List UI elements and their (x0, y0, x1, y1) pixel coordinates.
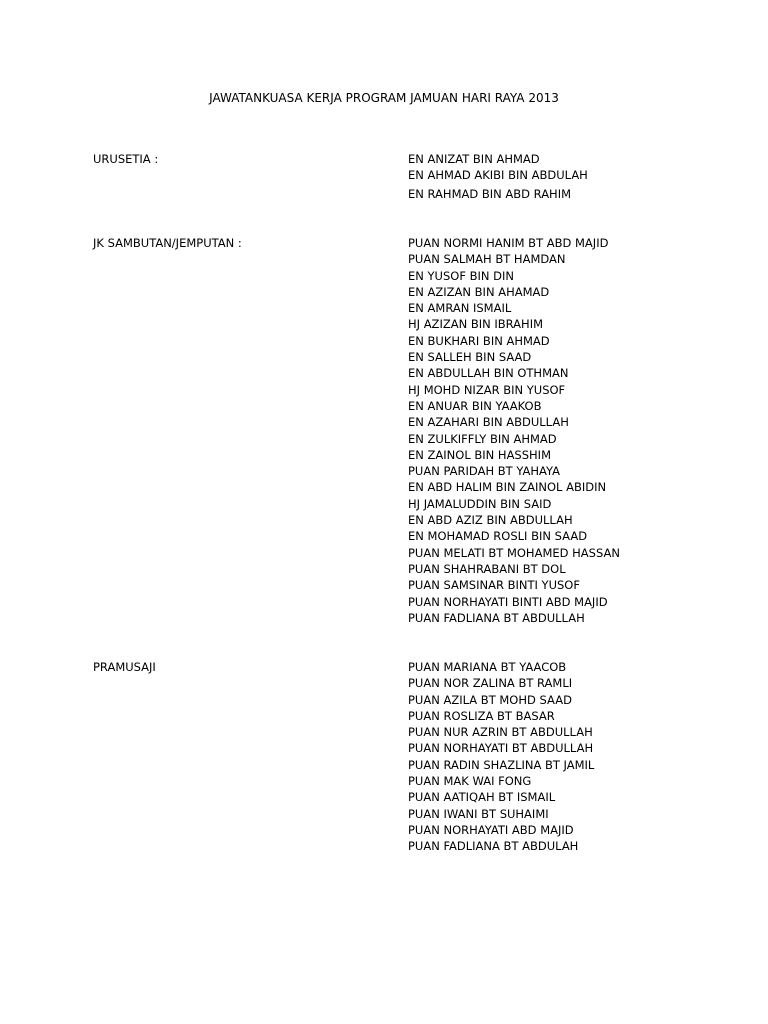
member-list-sambutan-jemputan (408, 235, 620, 626)
section-label-pramusaji: PRAMUSAJI (93, 660, 156, 674)
member-name: EN ANUAR BIN YAAKOB (408, 398, 542, 413)
member-name: EN AHMAD AKIBI BIN ABDULAH (408, 168, 588, 183)
member-name: PUAN SAMSINAR BINTI YUSOF (408, 578, 580, 593)
member-name: PUAN PARIDAH BT YAHAYA (408, 464, 560, 479)
member-name: HJ JAMALUDDIN BIN SAID (408, 496, 552, 511)
member-name: HJ AZIZAN BIN IBRAHIM (408, 317, 544, 332)
member-name: PUAN MAK WAI FONG (408, 774, 532, 789)
member-name: EN ZAINOL BIN HASSHIM (408, 447, 551, 462)
section-label-sambutan-jemputan: JK SAMBUTAN/JEMPUTAN : (93, 236, 242, 250)
member-name: PUAN FADLIANA BT ABDULAH (408, 839, 579, 854)
member-name: EN ABD AZIZ BIN ABDULLAH (408, 513, 573, 528)
member-name: PUAN RADIN SHAZLINA BT JAMIL (408, 757, 595, 772)
member-name: EN ZULKIFFLY BIN AHMAD (408, 431, 557, 446)
member-name: PUAN NORHAYATI ABD MAJID (408, 822, 574, 837)
member-name: PUAN SHAHRABANI BT DOL (408, 561, 566, 576)
member-name: EN YUSOF BIN DIN (408, 268, 514, 283)
member-name: EN ABDULLAH BIN OTHMAN (408, 366, 569, 381)
member-name: PUAN AZILA BT MOHD SAAD (408, 692, 572, 707)
member-name: EN MOHAMAD ROSLI BIN SAAD (408, 529, 588, 544)
member-list-pramusaji (408, 659, 594, 855)
member-name: PUAN IWANI BT SUHAIMI (408, 806, 549, 821)
member-name: PUAN ROSLIZA BT BASAR (408, 708, 555, 723)
member-name: EN AMRAN ISMAIL (408, 301, 512, 316)
member-name: EN RAHMAD BIN ABD RAHIM (408, 186, 572, 201)
member-name: HJ MOHD NIZAR BIN YUSOF (408, 382, 566, 397)
member-list-urusetia (408, 151, 588, 202)
member-name: EN BUKHARI BIN AHMAD (408, 333, 550, 348)
member-name: PUAN NORHAYATI BINTI ABD MAJID (408, 594, 608, 609)
member-name: PUAN NOR ZALINA BT RAMLI (408, 676, 573, 691)
member-name: EN SALLEH BIN SAAD (408, 350, 532, 365)
member-name: PUAN SALMAH BT HAMDAN (408, 252, 566, 267)
document-title: JAWATANKUASA KERJA PROGRAM JAMUAN HARI RAYA 2013 (209, 91, 559, 105)
member-name: EN AZIZAN BIN AHAMAD (408, 284, 550, 299)
member-name: PUAN NORHAYATI BT ABDULLAH (408, 741, 594, 756)
member-name: PUAN FADLIANA BT ABDULLAH (408, 610, 585, 625)
member-name: EN ANIZAT BIN AHMAD (408, 152, 540, 166)
member-name: PUAN AATIQAH BT ISMAIL (408, 790, 556, 805)
member-name: EN ABD HALIM BIN ZAINOL ABIDIN (408, 480, 607, 495)
member-name: PUAN MELATI BT MOHAMED HASSAN (408, 545, 620, 560)
member-name: EN AZAHARI BIN ABDULLAH (408, 415, 569, 430)
member-name: PUAN NUR AZRIN BT ABDULLAH (408, 725, 593, 740)
member-name: PUAN NORMI HANIM BT ABD MAJID (408, 236, 609, 250)
section-label-urusetia: URUSETIA : (93, 152, 159, 166)
member-name: PUAN MARIANA BT YAACOB (408, 660, 567, 674)
